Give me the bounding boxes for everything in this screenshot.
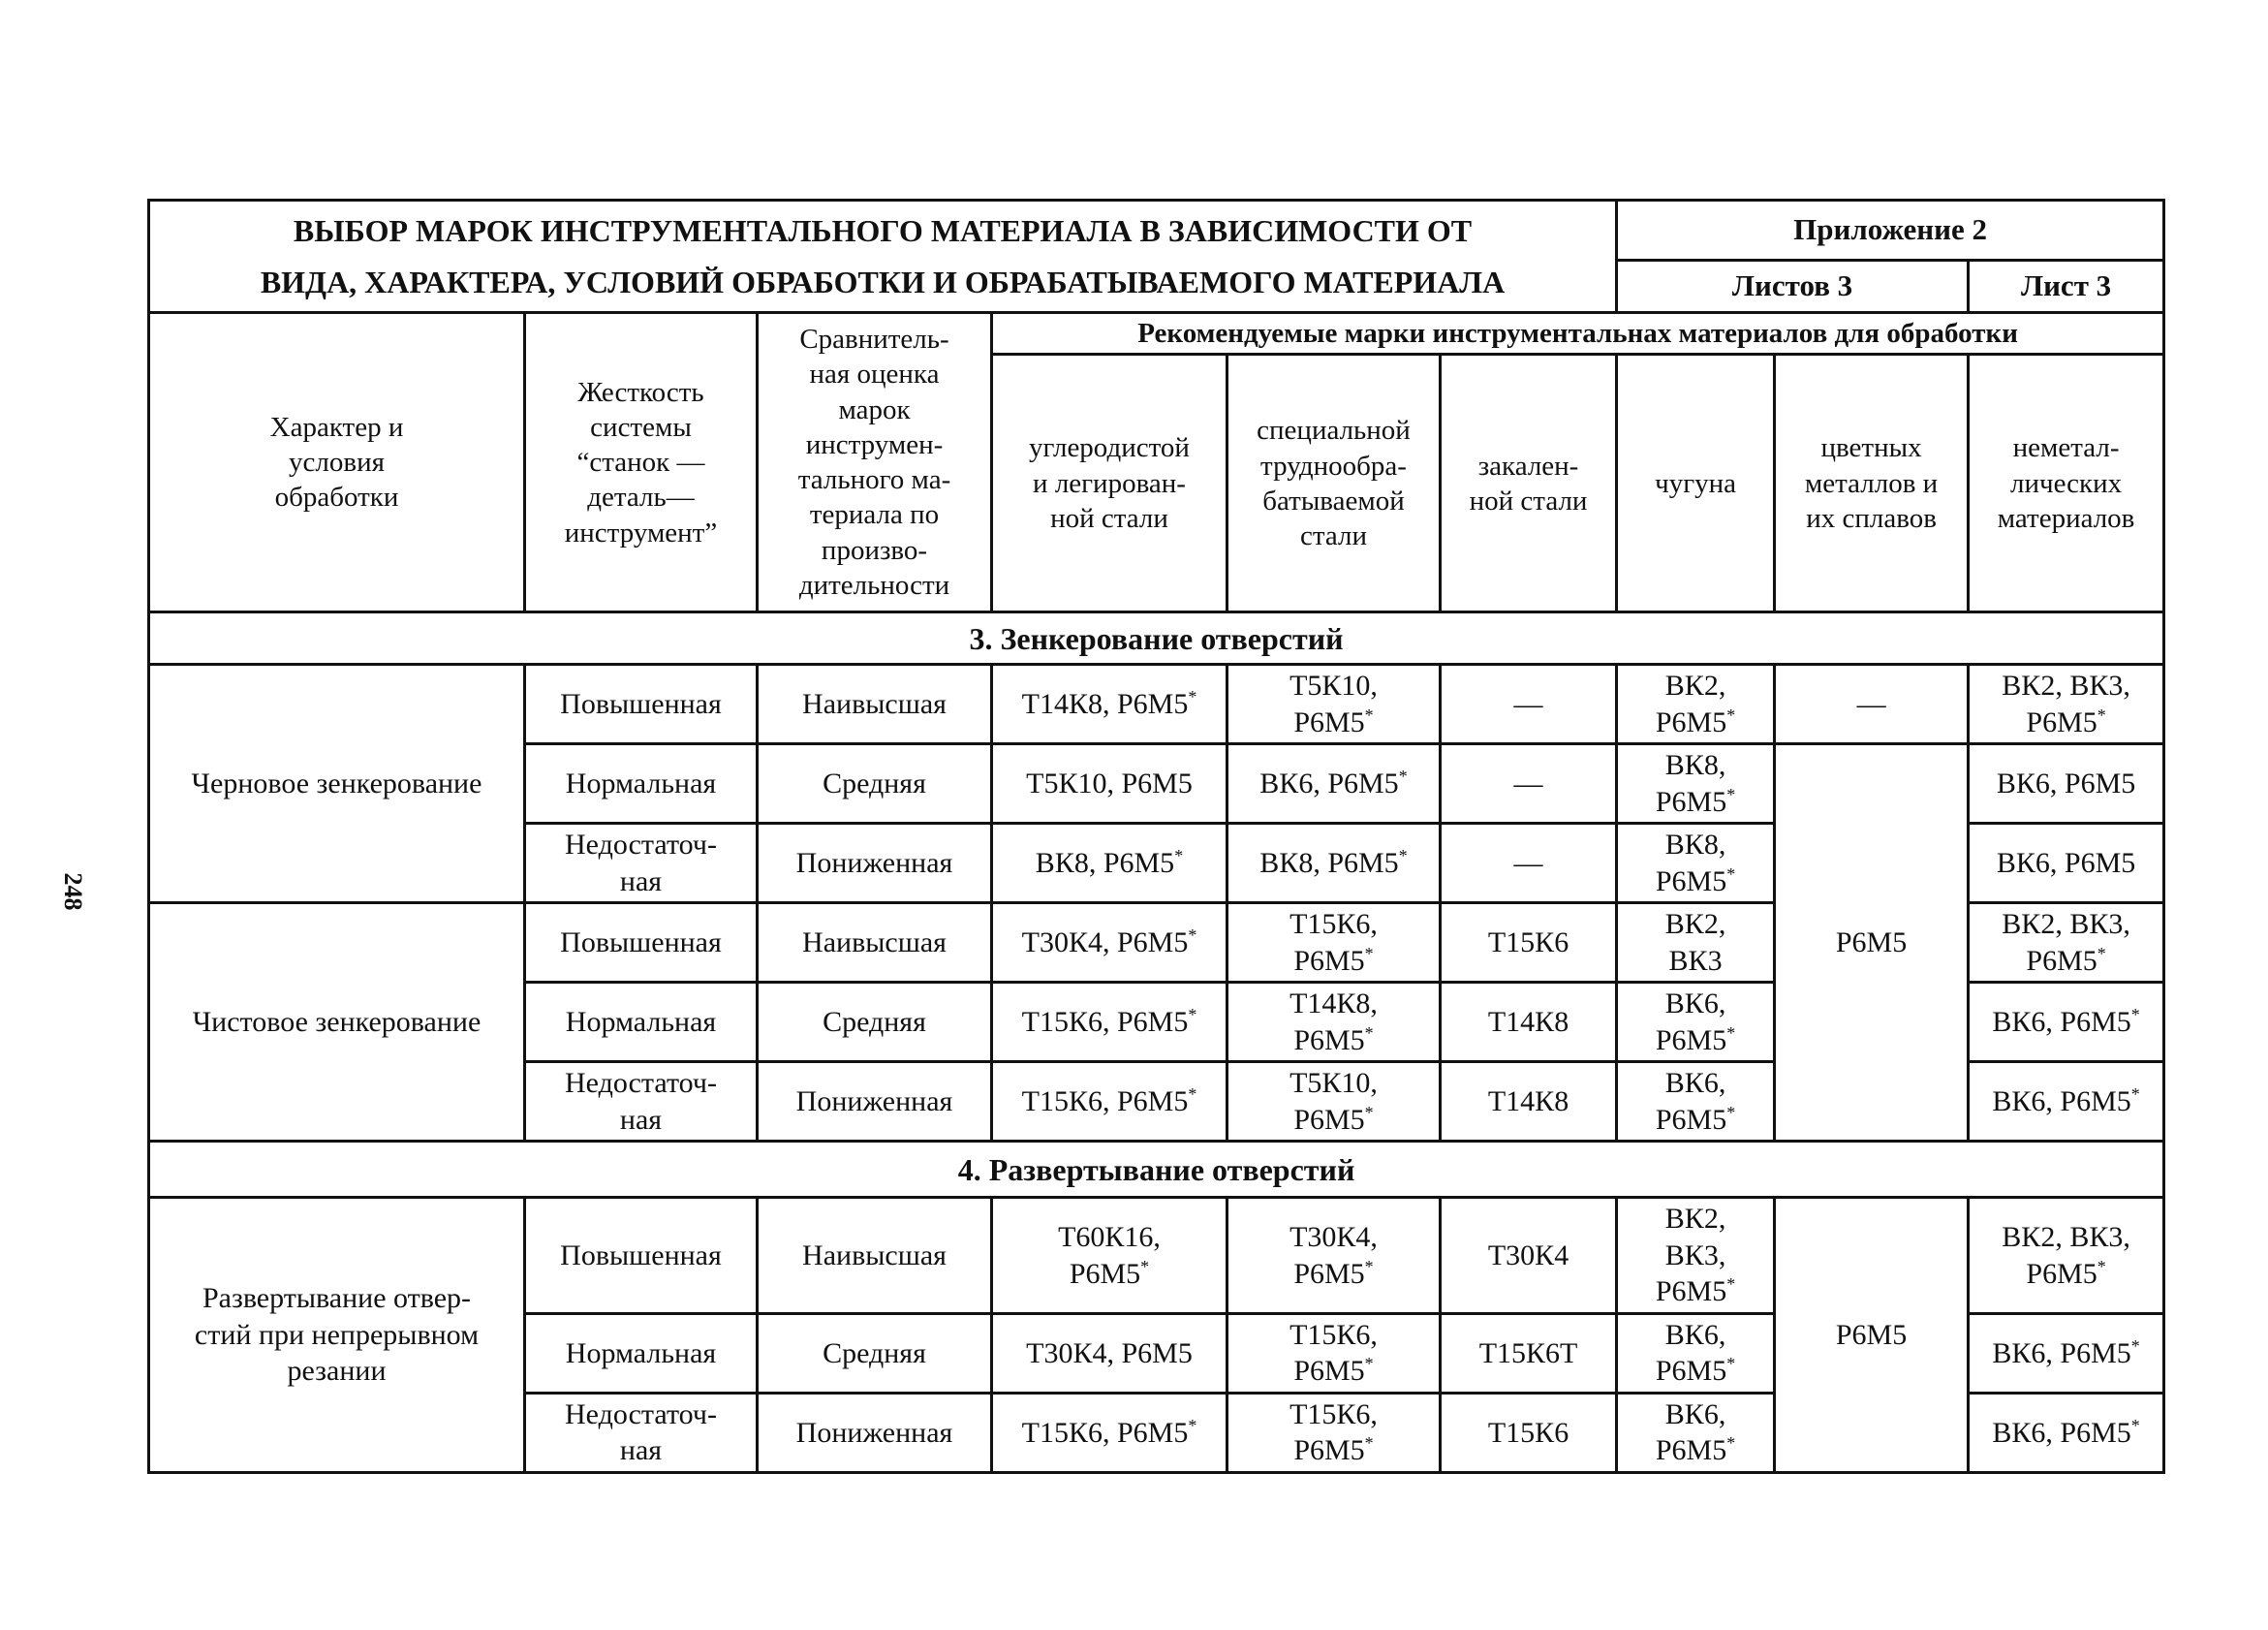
rating-cell: Пониженная xyxy=(758,1062,992,1142)
nonmetal-cell: ВК2, ВК3, Р6М5* xyxy=(1969,665,2164,744)
cast-iron-cell: ВК6, Р6М5* xyxy=(1617,983,1775,1062)
rating-cell: Пониженная xyxy=(758,824,992,903)
header-carbon-steel: углеродистой и легирован- ной стали xyxy=(992,355,1227,612)
nonferrous-merged-cell: Р6М5 xyxy=(1775,1198,1969,1473)
rigidity-cell: Недостаточ- ная xyxy=(525,1393,758,1472)
rating-cell: Средняя xyxy=(758,1313,992,1393)
special-cell: Т14К8, Р6М5* xyxy=(1227,983,1441,1062)
section-title: 4. Развертывание отверстий xyxy=(149,1142,2164,1198)
hardened-cell: Т14К8 xyxy=(1441,983,1617,1062)
cast-iron-cell: ВК6, Р6М5* xyxy=(1617,1313,1775,1393)
table-title: ВЫБОР МАРОК ИНСТРУМЕНТАЛЬНОГО МАТЕРИАЛА В ЗАВИСИМОСТИ ОТ ВИДА, ХАРАКТЕРА, УСЛОВИЙ ОБРАБОТКИ И ОБРАБАТЫВАЕМОГО МАТЕРИАЛА xyxy=(149,201,1617,313)
carbon-cell: Т60К16, Р6М5* xyxy=(992,1198,1227,1314)
header-hardened-steel: закален- ной стали xyxy=(1441,355,1617,612)
header-special-steel: специальной труднообра- батываемой стали xyxy=(1227,355,1441,612)
nonmetal-cell: ВК6, Р6М5 xyxy=(1969,824,2164,903)
hardened-cell: Т15К6Т xyxy=(1441,1313,1617,1393)
carbon-cell: Т15К6, Р6М5* xyxy=(992,983,1227,1062)
carbon-cell: Т15К6, Р6М5* xyxy=(992,1062,1227,1142)
hardened-cell: Т14К8 xyxy=(1441,1062,1617,1142)
rating-cell: Средняя xyxy=(758,744,992,824)
nonmetal-cell: ВК6, Р6М5* xyxy=(1969,1313,2164,1393)
special-cell: Т15К6, Р6М5* xyxy=(1227,1393,1441,1472)
cast-iron-cell: ВК8, Р6М5* xyxy=(1617,824,1775,903)
special-cell: Т15К6, Р6М5* xyxy=(1227,903,1441,983)
hardened-cell: Т15К6 xyxy=(1441,903,1617,983)
cast-iron-cell: ВК8, Р6М5* xyxy=(1617,744,1775,824)
carbon-cell: ВК8, Р6М5* xyxy=(992,824,1227,903)
rigidity-cell: Повышенная xyxy=(525,903,758,983)
group-name: Чистовое зенкерование xyxy=(149,903,525,1142)
rigidity-cell: Нормальная xyxy=(525,744,758,824)
rigidity-cell: Нормальная xyxy=(525,983,758,1062)
special-cell: Т15К6, Р6М5* xyxy=(1227,1313,1441,1393)
nonmetal-cell: ВК2, ВК3, Р6М5* xyxy=(1969,903,2164,983)
cast-iron-cell: ВК2, ВК3 xyxy=(1617,903,1775,983)
carbon-cell: Т30К4, Р6М5* xyxy=(992,903,1227,983)
sheets-total: Листов 3 xyxy=(1617,261,1969,313)
nonferrous-cell: — xyxy=(1775,665,1969,744)
special-cell: ВК8, Р6М5* xyxy=(1227,824,1441,903)
special-cell: ВК6, Р6М5* xyxy=(1227,744,1441,824)
header-character: Характер и условия обработки xyxy=(149,313,525,612)
hardened-cell: Т30К4 xyxy=(1441,1198,1617,1314)
material-selection-table xyxy=(147,199,2165,1474)
hardened-cell: — xyxy=(1441,744,1617,824)
nonmetal-cell: ВК6, Р6М5* xyxy=(1969,1393,2164,1472)
special-cell: Т5К10, Р6М5* xyxy=(1227,1062,1441,1142)
nonmetal-cell: ВК6, Р6М5* xyxy=(1969,1062,2164,1142)
rating-cell: Пониженная xyxy=(758,1393,992,1472)
special-cell: Т5К10, Р6М5* xyxy=(1227,665,1441,744)
table-row xyxy=(149,1198,2164,1314)
hardened-cell: — xyxy=(1441,824,1617,903)
rating-cell: Средняя xyxy=(758,983,992,1062)
nonmetal-cell: ВК6, Р6М5 xyxy=(1969,744,2164,824)
section-title: 3. Зенкерование отверстий xyxy=(149,612,2164,665)
carbon-cell: Т14К8, Р6М5* xyxy=(992,665,1227,744)
header-rigidity: Жесткость системы “станок — деталь— инструмент” xyxy=(525,313,758,612)
nonmetal-cell: ВК6, Р6М5* xyxy=(1969,983,2164,1062)
special-cell: Т30К4, Р6М5* xyxy=(1227,1198,1441,1314)
rigidity-cell: Недостаточ- ная xyxy=(525,824,758,903)
rigidity-cell: Повышенная xyxy=(525,1198,758,1314)
hardened-cell: Т15К6 xyxy=(1441,1393,1617,1472)
carbon-cell: Т5К10, Р6М5 xyxy=(992,744,1227,824)
header-nonmetallic: неметал- лических материалов xyxy=(1969,355,2164,612)
carbon-cell: Т30К4, Р6М5 xyxy=(992,1313,1227,1393)
cast-iron-cell: ВК6, Р6М5* xyxy=(1617,1393,1775,1472)
cast-iron-cell: ВК2, ВК3, Р6М5* xyxy=(1617,1198,1775,1314)
header-recommended: Рекомендуемые марки инструментальнах материалов для обработки xyxy=(992,313,2164,355)
appendix-label: Приложение 2 xyxy=(1617,201,2164,261)
hardened-cell: — xyxy=(1441,665,1617,744)
cast-iron-cell: ВК6, Р6М5* xyxy=(1617,1062,1775,1142)
carbon-cell: Т15К6, Р6М5* xyxy=(992,1393,1227,1472)
header-rating: Сравнитель- ная оценка марок инструмен- тального ма- териала по произво- дительности xyxy=(758,313,992,612)
sheet-number: Лист 3 xyxy=(1969,261,2164,313)
rigidity-cell: Повышенная xyxy=(525,665,758,744)
cast-iron-cell: ВК2, Р6М5* xyxy=(1617,665,1775,744)
rigidity-cell: Нормальная xyxy=(525,1313,758,1393)
rating-cell: Наивысшая xyxy=(758,1198,992,1314)
rating-cell: Наивысшая xyxy=(758,903,992,983)
header-cast-iron: чугуна xyxy=(1617,355,1775,612)
rating-cell: Наивысшая xyxy=(758,665,992,744)
group-name: Развертывание отвер- стий при непрерывном резании xyxy=(149,1198,525,1473)
group-name: Черновое зенкерование xyxy=(149,665,525,903)
rigidity-cell: Недостаточ- ная xyxy=(525,1062,758,1142)
nonmetal-cell: ВК2, ВК3, Р6М5* xyxy=(1969,1198,2164,1314)
page-number: 248 xyxy=(59,872,87,911)
nonferrous-merged-cell: Р6М5 xyxy=(1775,744,1969,1142)
header-nonferrous: цветных металлов и их сплавов xyxy=(1775,355,1969,612)
table-row xyxy=(149,665,2164,744)
